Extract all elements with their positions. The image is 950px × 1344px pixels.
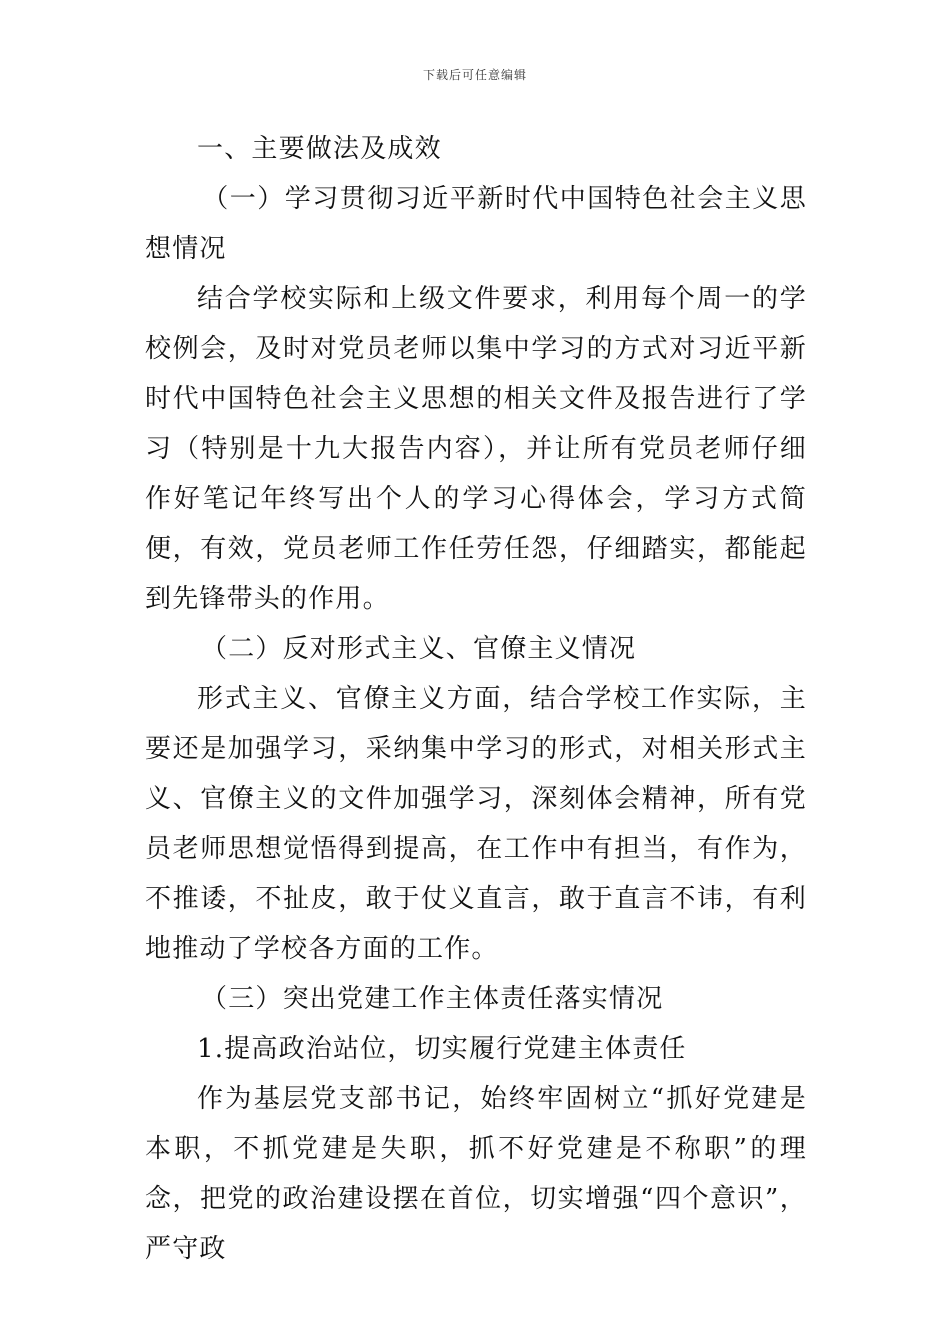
item-heading-1: 1.提高政治站位，切实履行党建主体责任 — [197, 1034, 687, 1064]
section-heading-1: 一、主要做法及成效 — [197, 134, 442, 164]
paragraph-3: 作为基层党支部书记，始终牢固树立“抓好党建是本职，不抓党建是失职，抓不好党建是不称职”的理念，把党的政治建设摆在首位，切实增强“四个意识”，严守政 — [145, 1084, 807, 1264]
header-note: 下载后可任意编辑 — [422, 68, 527, 82]
subsection-heading-1: （一）学习贯彻习近平新时代中国特色社会主义思想情况 — [145, 184, 807, 264]
subsection-heading-2: （二）反对形式主义、官僚主义情况 — [201, 634, 637, 664]
paragraph-1: 结合学校实际和上级文件要求，利用每个周一的学校例会，及时对党员老师以集中学习的方式对习近平新时代中国特色社会主义思想的相关文件及报告进行了学习（特别是十九大报告内容），并让所有党员老师仔细作好笔记年终写出个人的学习心得体会，学习方式简便，有效，党员老师工作任劳任怨，仔细踏实，都能起到先锋带头的作用。 — [145, 284, 807, 614]
subsection-heading-3: （三）突出党建工作主体责任落实情况 — [201, 984, 664, 1014]
document-body — [145, 124, 807, 1274]
paragraph-2: 形式主义、官僚主义方面，结合学校工作实际，主要还是加强学习，采纳集中学习的形式，对相关形式主义、官僚主义的文件加强学习，深刻体会精神，所有党员老师思想觉悟得到提高，在工作中有担当，有作为，不推诿，不扯皮，敢于仗义直言，敢于直言不讳，有利地推动了学校各方面的工作。 — [145, 684, 807, 964]
